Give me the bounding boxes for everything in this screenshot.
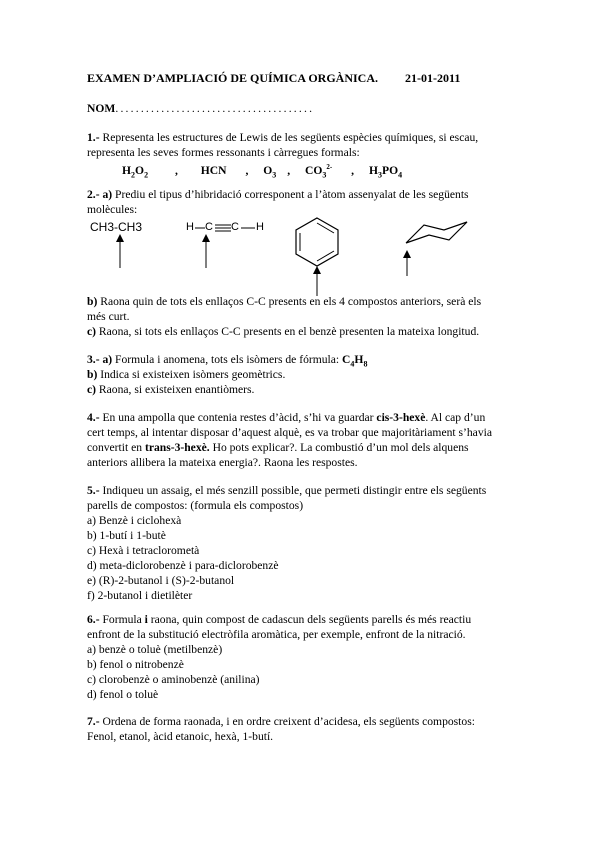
q5-item-f: f) 2-butanol i dietilèter xyxy=(87,589,193,602)
cyclohexane-chair-icon xyxy=(403,220,469,250)
q2b-line2: més curt. xyxy=(87,310,130,323)
q1-number: 1.- xyxy=(87,131,100,144)
q2a-line1: 2.- a) Prediu el tipus d’hibridació corresponent a l’àtom assenyalat de les següents xyxy=(87,188,469,201)
q2b-line1: b) Raona quin de tots els enllaços C-C presents en els 4 compostos anteriors, serà els xyxy=(87,295,482,308)
species-h3po4: $H_3PO_4$ xyxy=(368,163,403,180)
q5-line1: 5.- Indiqueu un assaig, el més senzill possible, que permeti distingir entre els següents xyxy=(87,484,487,497)
q2-number: 2.- xyxy=(87,188,100,201)
q7-line2: Fenol, etanol, àcid etanoic, hexà, 1-butí. xyxy=(87,730,274,743)
q6-number: 6.- xyxy=(87,613,100,626)
acetylene-h2: H xyxy=(256,221,264,233)
exam-title: EXAMEN D’AMPLIACIÓ DE QUÍMICA ORGÀNICA. xyxy=(87,71,378,85)
acetylene-bonds xyxy=(193,222,258,234)
q2a-line2: molècules: xyxy=(87,203,138,216)
arrow-benzene-icon xyxy=(312,266,322,296)
q6-item-a: a) benzè o toluè (metilbenzè) xyxy=(87,643,223,656)
arrow-cyclohexane-icon xyxy=(402,250,412,276)
benzene-structure-icon xyxy=(292,216,342,268)
q4-line4: anteriors allibera la mateixa energia?. Raona les respostes. xyxy=(87,456,358,469)
q6-item-b: b) fenol o nitrobenzè xyxy=(87,658,184,671)
name-line xyxy=(87,101,314,116)
q1-line2: representa les seves formes ressonants i càrregues formals: xyxy=(87,146,360,159)
arrow-ethane-icon xyxy=(115,234,125,268)
name-dots: ....................................... xyxy=(115,102,315,115)
q7-number: 7.- xyxy=(87,715,100,728)
q5-item-e: e) (R)-2-butanol i (S)-2-butanol xyxy=(87,574,235,587)
molecule-ethane: CH3-CH3 xyxy=(90,220,143,234)
species-h2o2: $H_2O_2$ xyxy=(122,163,149,180)
species-o3: $O_3$ xyxy=(263,163,277,180)
q4-line2: cert temps, al intentar disposar d’aquest alquè, es va trobar que majoritàriament s’havia xyxy=(87,426,492,439)
q6-line2: enfront de la substitució electròfila aromàtica, per exemple, enfront de la nitració. xyxy=(87,628,466,641)
q5-item-a: a) Benzè i ciclohexà xyxy=(87,514,182,527)
q3-number: 3.- xyxy=(87,353,100,366)
q3b-line: b) Indica si existeixen isòmers geomètrics. xyxy=(87,368,286,381)
acetylene-c2: C xyxy=(231,221,239,233)
q7-line1: 7.- Ordena de forma raonada, i en ordre creixent d’acidesa, els següents compostos: xyxy=(87,715,475,728)
q1-line1: 1.- Representa les estructures de Lewis de les següents espècies químiques, si escau, xyxy=(87,131,479,144)
acetylene-c1: C xyxy=(205,221,213,233)
exam-date: 21-01-2011 xyxy=(405,71,461,85)
molecule-acetylene: H xyxy=(186,221,194,233)
q5-line2: parells de compostos: (formula els compostos) xyxy=(87,499,304,512)
q2c-line: c) Raona, si tots els enllaços C-C presents en el benzè presenten la mateixa longitud. xyxy=(87,325,480,338)
q3c-line: c) Raona, si existeixen enantiòmers. xyxy=(87,383,255,396)
species-hcn: HCN xyxy=(200,163,227,177)
arrow-acetylene-icon xyxy=(201,234,211,268)
q4-number: 4.- xyxy=(87,411,100,424)
q5-item-c: c) Hexà i tetraclorometà xyxy=(87,544,200,557)
q4-line1: 4.- En una ampolla que contenia restes d’àcid, s’hi va guardar cis-3-hexè. Al cap d’un xyxy=(87,411,486,424)
q3a-line: 3.- a) Formula i anomena, tots els isòmers de fórmula: $C_4H_8$ xyxy=(87,353,368,369)
q5-number: 5.- xyxy=(87,484,100,497)
q3-formula: $C_4H_8$ xyxy=(342,353,368,369)
q4-line3: convertit en trans-3-hexè. Ho pots explicar?. La combustió d’un mol dels alquens xyxy=(87,441,469,454)
q5-item-b: b) 1-butí i 1-butè xyxy=(87,529,166,542)
species-co3: $CO_3^{2-}$ xyxy=(305,163,333,180)
name-label: NOM xyxy=(87,102,116,115)
q6-line1: 6.- Formula i raona, quin compost de cadascun dels següents parells és més reactiu xyxy=(87,613,472,626)
q6-item-c: c) clorobenzè o aminobenzè (anilina) xyxy=(87,673,260,686)
q1-species: $H_2O_2$ , HCN , $O_3$ , $CO_3^{2-}$ , $H_3PO_4$ xyxy=(122,163,403,180)
q6-item-d: d) fenol o toluè xyxy=(87,688,159,701)
q5-item-d: d) meta-diclorobenzè i para-diclorobenzè xyxy=(87,559,279,572)
